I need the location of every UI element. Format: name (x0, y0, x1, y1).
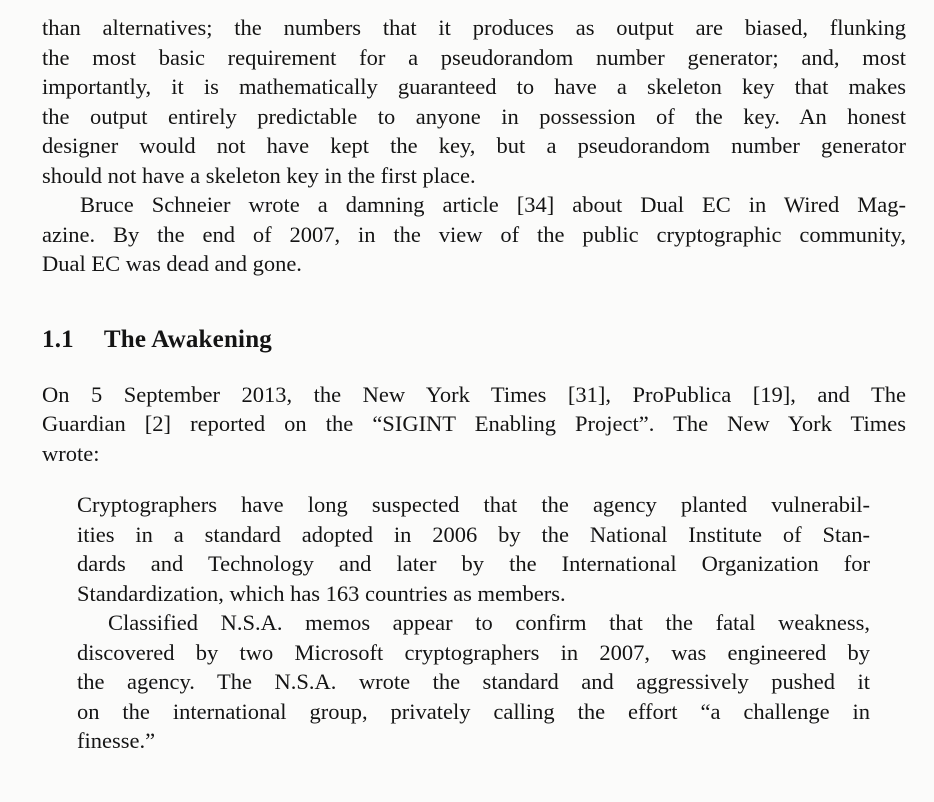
body-text-line: importantly, it is mathematically guaranteed to have a skeleton key that makes (42, 74, 906, 99)
body-text-line: the most basic requirement for a pseudorandom number generator; and, most (42, 44, 906, 70)
section-number: 1.1 (42, 325, 74, 353)
section-title: The Awakening (103, 325, 273, 353)
body-text-line: designer would not have kept the key, but a pseudorandom number generator (42, 133, 906, 158)
body-text-line: azine. By the end of 2007, in the view of the public cryptographic community, (42, 221, 906, 247)
quote-paragraph (77, 490, 870, 608)
quote-text-line: Classified N.S.A. memos appear to confirm that the fatal weakness, (108, 610, 870, 635)
block-quote (77, 490, 870, 756)
quote-text-line: on the international group, privately calling the effort “a challenge in (77, 698, 870, 724)
body-paragraph (42, 380, 906, 469)
quote-text-line: Standardization, which has 163 countries as members. (77, 580, 566, 606)
body-text-line: wrote: (42, 440, 100, 466)
body-text-line: should not have a skeleton key in the first place. (42, 162, 476, 188)
quote-text-line: Cryptographers have long suspected that the agency planted vulnerabil- (77, 492, 870, 517)
body-text-line: Dual EC was dead and gone. (42, 251, 302, 276)
body-text-line: On 5 September 2013, the New York Times [31], ProPublica [19], and The (42, 381, 906, 407)
body-paragraph (42, 190, 906, 279)
quote-text-line: ities in a standard adopted in 2006 by the National Institute of Stan- (77, 521, 870, 547)
quote-text-line: discovered by two Microsoft cryptographers in 2007, was engineered by (77, 639, 870, 665)
body-text-line: Guardian [2] reported on the “SIGINT Enabling Project”. The New York Times (42, 411, 906, 436)
body-text-line: Bruce Schneier wrote a damning article [34] about Dual EC in Wired Mag- (80, 192, 906, 217)
quote-paragraph (77, 608, 870, 756)
body-text-line: the output entirely predictable to anyone in possession of the key. An honest (42, 103, 906, 129)
quote-text-line: the agency. The N.S.A. wrote the standard and aggressively pushed it (77, 669, 870, 694)
quote-text-line: finesse.” (77, 728, 156, 753)
body-paragraph (42, 13, 906, 190)
body-text-line: than alternatives; the numbers that it produces as output are biased, flunking (42, 15, 906, 40)
section-heading (42, 326, 906, 354)
quote-text-line: dards and Technology and later by the International Organization for (77, 551, 870, 576)
